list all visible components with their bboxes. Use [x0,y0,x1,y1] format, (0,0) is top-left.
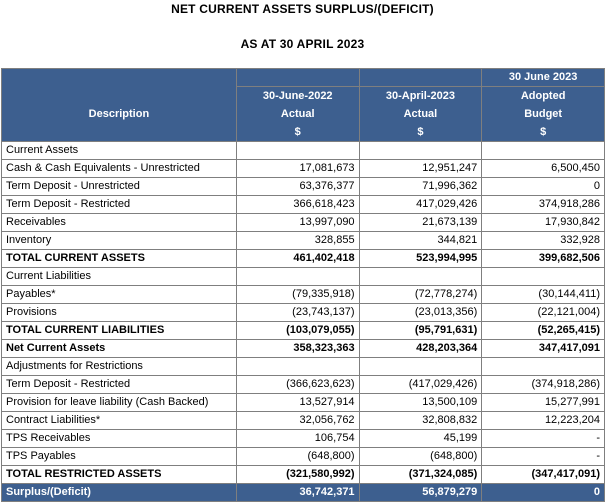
row-value-2022-actual: (23,743,137) [236,304,359,322]
column-header-budget-line2: Budget [524,108,563,120]
table-row-bold [2,340,605,358]
row-label: TPS Payables [2,448,237,466]
row-value-2023-actual: (417,029,426) [359,376,482,394]
row-label: Net Current Assets [2,340,237,358]
table-row-item [2,178,605,196]
row-value-2022-actual: 63,376,377 [236,178,359,196]
row-value-budget: (52,265,415) [482,322,605,340]
row-label: Payables* [2,286,237,304]
column-header-2023-actual [359,87,482,142]
row-value-2023-actual: 428,203,364 [359,340,482,358]
row-label: Receivables [2,214,237,232]
column-header-2023-date: 30-April-2023 [385,90,455,102]
table-row-item [2,376,605,394]
column-header-2022-top [236,69,359,87]
row-value-2022-actual: 358,323,363 [236,340,359,358]
table-row-item [2,160,605,178]
row-value-2022-actual: 36,742,371 [236,484,359,502]
row-value-2023-actual: 45,199 [359,430,482,448]
row-label: Term Deposit - Restricted [2,196,237,214]
row-value-2022-actual: 32,056,762 [236,412,359,430]
table-row-total [2,466,605,484]
column-header-2022-date: 30-June-2022 [262,90,333,102]
table-row-item [2,286,605,304]
row-value-budget: (374,918,286) [482,376,605,394]
row-label: Provision for leave liability (Cash Backed) [2,394,237,412]
row-value-2023-actual [359,142,482,160]
row-value-budget: 17,930,842 [482,214,605,232]
row-value-2023-actual: (95,791,631) [359,322,482,340]
row-value-2023-actual: 417,029,426 [359,196,482,214]
row-value-2022-actual: (648,800) [236,448,359,466]
table-body [2,142,605,502]
row-value-2023-actual: 523,994,995 [359,250,482,268]
row-label: TOTAL CURRENT ASSETS [2,250,237,268]
row-value-2022-actual: (79,335,918) [236,286,359,304]
row-value-2022-actual: (321,580,992) [236,466,359,484]
row-label: Term Deposit - Unrestricted [2,178,237,196]
row-value-2023-actual: 32,808,832 [359,412,482,430]
row-value-2022-actual: 366,618,423 [236,196,359,214]
column-header-2022-type: Actual [280,108,315,120]
row-value-2023-actual: 13,500,109 [359,394,482,412]
column-header-description: Description [2,69,237,142]
column-header-2023-unit: $ [417,126,424,138]
row-value-2022-actual: 13,997,090 [236,214,359,232]
row-value-budget: (30,144,411) [482,286,605,304]
column-header-2022-unit: $ [294,126,301,138]
row-value-budget [482,142,605,160]
column-header-budget-line1: Adopted [520,90,566,102]
table-row-item [2,412,605,430]
report-title: NET CURRENT ASSETS SURPLUS/(DEFICIT) [171,2,434,16]
row-value-2022-actual [236,142,359,160]
row-value-budget: 332,928 [482,232,605,250]
table-row-item [2,304,605,322]
row-label: Provisions [2,304,237,322]
row-value-budget: (22,121,004) [482,304,605,322]
column-header-2023-type: Actual [403,108,438,120]
row-label: TPS Receivables [2,430,237,448]
row-label: Inventory [2,232,237,250]
column-header-2023-actual-top [359,69,482,87]
row-value-2022-actual [236,358,359,376]
row-value-2023-actual: (72,778,274) [359,286,482,304]
table-row-surplus [2,484,605,502]
column-header-budget-top: 30 June 2023 [482,69,605,87]
row-value-budget: 0 [482,178,605,196]
table-row-total [2,322,605,340]
row-value-budget: 12,223,204 [482,412,605,430]
row-value-budget: 399,682,506 [482,250,605,268]
row-value-2022-actual: (366,623,623) [236,376,359,394]
row-value-2022-actual: 328,855 [236,232,359,250]
row-value-2023-actual: 56,879,279 [359,484,482,502]
table-row-total [2,250,605,268]
row-label: TOTAL RESTRICTED ASSETS [2,466,237,484]
row-value-budget: 374,918,286 [482,196,605,214]
row-value-budget: 347,417,091 [482,340,605,358]
row-value-2022-actual [236,268,359,286]
row-value-2023-actual: 21,673,139 [359,214,482,232]
row-value-2022-actual: 461,402,418 [236,250,359,268]
row-value-budget: (347,417,091) [482,466,605,484]
column-header-adopted-budget [482,87,605,142]
row-label: Surplus/(Deficit) [2,484,237,502]
row-value-2022-actual: 17,081,673 [236,160,359,178]
header-row-top [2,69,605,87]
row-value-2022-actual: 13,527,914 [236,394,359,412]
row-value-2023-actual: 71,996,362 [359,178,482,196]
column-header-2022-actual [236,87,359,142]
row-label: Current Assets [2,142,237,160]
table-row-section [2,268,605,286]
table-row-item [2,196,605,214]
row-value-2023-actual: 344,821 [359,232,482,250]
row-value-budget: 0 [482,484,605,502]
table-row-item [2,394,605,412]
row-label: TOTAL CURRENT LIABILITIES [2,322,237,340]
row-value-2023-actual: (23,013,356) [359,304,482,322]
column-header-budget-unit: $ [540,126,547,138]
net-current-assets-table [1,68,605,502]
row-value-2023-actual [359,268,482,286]
row-value-2023-actual [359,358,482,376]
row-value-budget: - [482,430,605,448]
row-value-budget [482,358,605,376]
row-label: Adjustments for Restrictions [2,358,237,376]
table-row-section [2,358,605,376]
row-value-budget: 15,277,991 [482,394,605,412]
report-subtitle: AS AT 30 APRIL 2023 [240,37,365,51]
table-row-item [2,214,605,232]
row-value-2022-actual: (103,079,055) [236,322,359,340]
row-label: Cash & Cash Equivalents - Unrestricted [2,160,237,178]
table-row-item [2,232,605,250]
table-row-item [2,430,605,448]
row-value-2023-actual: (371,324,085) [359,466,482,484]
row-label: Term Deposit - Restricted [2,376,237,394]
row-value-budget [482,268,605,286]
row-value-budget: 6,500,450 [482,160,605,178]
row-value-2022-actual: 106,754 [236,430,359,448]
table-row-section [2,142,605,160]
row-value-2023-actual: (648,800) [359,448,482,466]
row-label: Contract Liabilities* [2,412,237,430]
table-row-item [2,448,605,466]
row-label: Current Liabilities [2,268,237,286]
row-value-budget: - [482,448,605,466]
row-value-2023-actual: 12,951,247 [359,160,482,178]
